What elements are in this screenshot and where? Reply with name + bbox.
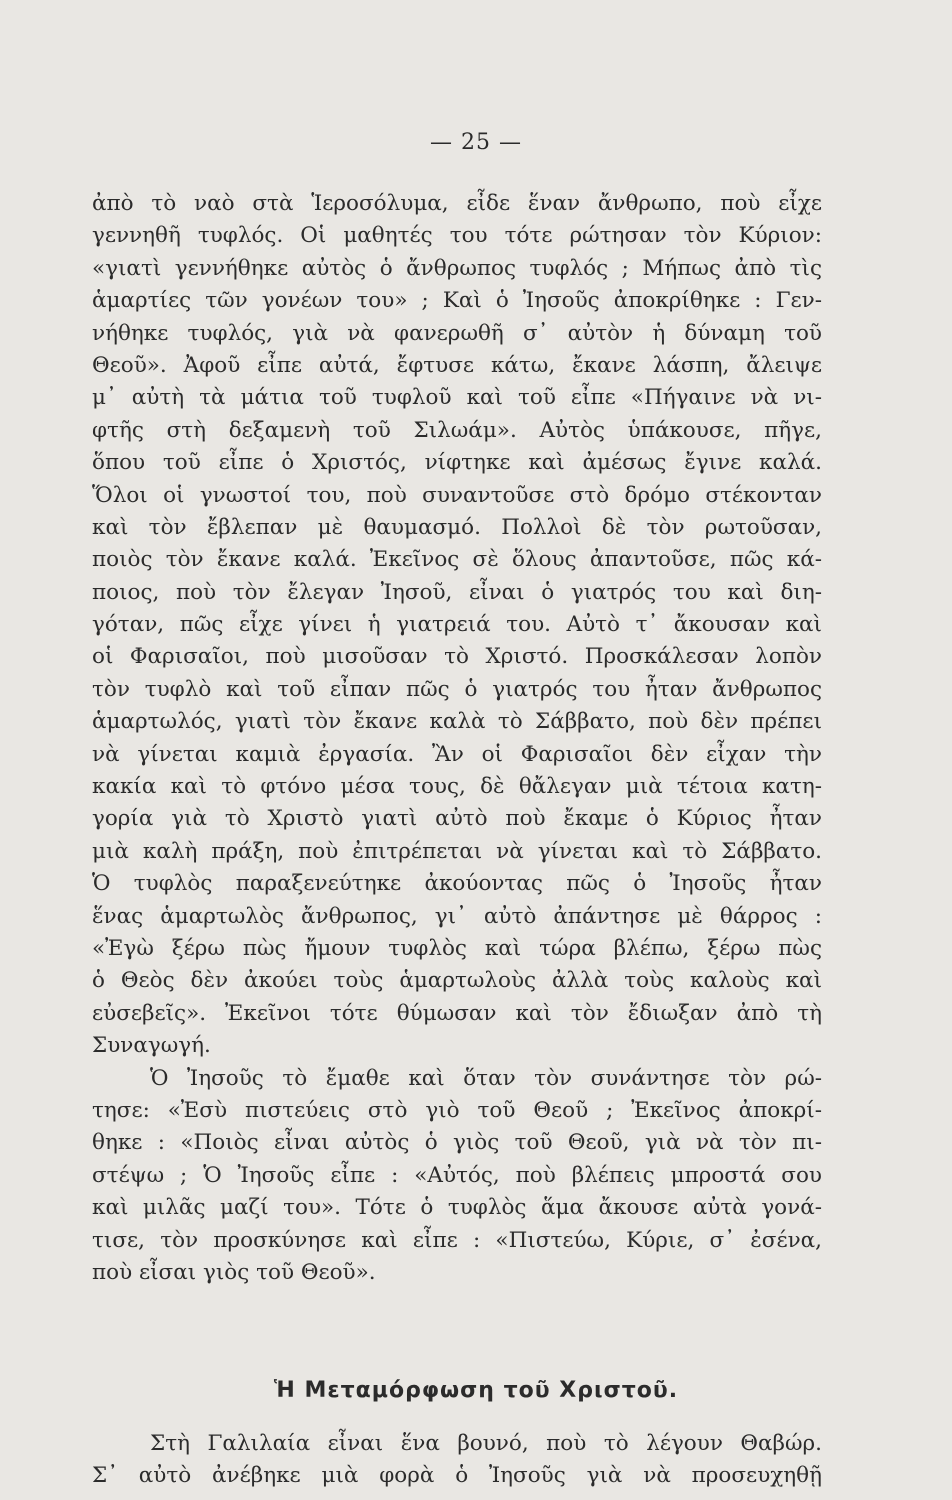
text-line: γορία γιὰ τὸ Χριστὸ γιατὶ αὐτὸ ποὺ ἔκαμε ὁ Κύριος ἦταν — [92, 806, 822, 832]
text-line: νὰ γίνεται καμιὰ ἐργασία. Ἂν οἱ Φαρισαῖοι δὲν εἶχαν τὴν — [92, 741, 822, 767]
text-line: ὅπου τοῦ εἶπε ὁ Χριστός, νίφτηκε καὶ ἀμέσως ἔγινε καλά. — [92, 450, 822, 476]
text-line: μ᾿ αὐτὴ τὰ μάτια τοῦ τυφλοῦ καὶ τοῦ εἶπε «Πήγαινε νὰ νι- — [92, 385, 822, 411]
text-line: τησε: «Ἐσὺ πιστεύεις στὸ γιὸ τοῦ Θεοῦ ; Ἐκεῖνος ἀποκρί- — [92, 1097, 822, 1123]
section-heading: Ἡ Μεταμόρφωση τοῦ Χριστοῦ. — [273, 1378, 679, 1403]
text-line: Ὁ Ἰησοῦς τὸ ἔμαθε καὶ ὅταν τὸν συνάντησε τὸν ρώ- — [150, 1065, 822, 1091]
text-line: Ὁ τυφλὸς παραξενεύτηκε ἀκούοντας πῶς ὁ Ἰησοῦς ἦταν — [92, 871, 822, 897]
text-line: ἁμαρτίες τῶν γονέων του» ; Καὶ ὁ Ἰησοῦς ἀποκρίθηκε : Γεν- — [92, 288, 822, 314]
text-line: Ὅλοι οἱ γνωστοί του, ποὺ συναντοῦσε στὸ δρόμο στέκονταν — [92, 482, 822, 508]
text-line: γεννηθῆ τυφλός. Οἱ μαθητές του τότε ρώτησαν τὸν Κύριον: — [92, 223, 822, 249]
text-line: εὐσεβεῖς». Ἐκεῖνοι τότε θύμωσαν καὶ τὸν ἔδιωξαν ἀπὸ τὴ — [92, 1000, 822, 1026]
text-line: νήθηκε τυφλός, γιὰ νὰ φανερωθῆ σ᾿ αὐτὸν ἡ δύναμη τοῦ — [92, 320, 822, 346]
text-line: τὸν τυφλὸ καὶ τοῦ εἶπαν πῶς ὁ γιατρός του ἦταν ἄνθρωπος — [92, 676, 822, 702]
text-line: «γιατὶ γεννήθηκε αὐτὸς ὁ ἄνθρωπος τυφλός ; Μήπως ἀπὸ τὶς — [92, 255, 822, 281]
text-line: Θεοῦ». Ἀφοῦ εἶπε αὐτά, ἔφτυσε κάτω, ἔκανε λάσπη, ἄλειψε — [92, 352, 822, 378]
text-line: καὶ τὸν ἔβλεπαν μὲ θαυμασμό. Πολλοὶ δὲ τὸν ρωτοῦσαν, — [92, 514, 822, 540]
main-text — [92, 188, 822, 1289]
text-line: ἕνας ἁμαρτωλὸς ἄνθρωπος, γι᾿ αὐτὸ ἀπάντησε μὲ θάρρος : — [92, 903, 822, 929]
text-line: ποιὸς τὸν ἔκανε καλά. Ἐκεῖνος σὲ ὅλους ἀπαντοῦσε, πῶς κά- — [92, 547, 822, 573]
text-line: Στὴ Γαλιλαία εἶναι ἕνα βουνό, ποὺ τὸ λέγουν Θαβώρ. — [150, 1431, 822, 1456]
text-line: φτῆς στὴ δεξαμενὴ τοῦ Σιλωάμ». Αὐτὸς ὑπάκουσε, πῆγε, — [92, 417, 822, 443]
text-line: «Ἐγὼ ξέρω πὼς ἤμουν τυφλὸς καὶ τώρα βλέπω, ξέρω πὼς — [92, 935, 822, 961]
text-line: καὶ μιλᾶς μαζί του». Τότε ὁ τυφλὸς ἅμα ἄκουσε αὐτὰ γονά- — [92, 1195, 822, 1221]
text-line: κακία καὶ τὸ φτόνο μέσα τους, δὲ θἄλεγαν μιὰ τέτοια κατη- — [92, 774, 822, 800]
text-line: τισε, τὸν προσκύνησε καὶ εἶπε : «Πιστεύω, Κύριε, σ᾿ ἐσένα, — [92, 1227, 822, 1253]
text-line: ποὺ εἶσαι γιὸς τοῦ Θεοῦ». — [92, 1259, 376, 1285]
text-line: Σ᾿ αὐτὸ ἀνέβηκε μιὰ φορὰ ὁ Ἰησοῦς γιὰ νὰ προσευχηθῇ — [92, 1463, 822, 1489]
text-line: οἱ Φαρισαῖοι, ποὺ μισοῦσαν τὸ Χριστό. Προσκάλεσαν λοπὸν — [92, 644, 822, 670]
text-line: μιὰ καλὴ πράξη, ποὺ ἐπιτρέπεται νὰ γίνεται καὶ τὸ Σάββατο. — [92, 838, 822, 864]
text-line: στέψω ; Ὁ Ἰησοῦς εἶπε : «Αὐτός, ποὺ βλέπεις μπροστά σου — [92, 1162, 822, 1188]
text-line: ὁ Θεὸς δὲν ἀκούει τοὺς ἁμαρτωλοὺς ἀλλὰ τοὺς καλοὺς καὶ — [92, 968, 822, 994]
text-line: ἀπὸ τὸ ναὸ στὰ Ἱεροσόλυμα, εἶδε ἕναν ἄνθρωπο, ποὺ εἶχε — [92, 191, 822, 216]
text-line: Συναγωγή. — [92, 1033, 211, 1059]
section-text — [92, 1428, 822, 1493]
text-line: ποιος, ποὺ τὸν ἔλεγαν Ἰησοῦ, εἶναι ὁ γιατρός του καὶ διη- — [92, 579, 822, 605]
page-number: — 25 — — [430, 130, 522, 155]
text-line: ἁμαρτωλός, γιατὶ τὸν ἔκανε καλὰ τὸ Σάββατο, ποὺ δὲν πρέπει — [92, 709, 822, 735]
text-line: θηκε : «Ποιὸς εἶναι αὐτὸς ὁ γιὸς τοῦ Θεοῦ, γιὰ νὰ τὸν πι- — [92, 1130, 822, 1156]
text-line: γόταν, πῶς εἶχε γίνει ἡ γιατρειά του. Αὐτὸ τ᾿ ἄκουσαν καὶ — [92, 612, 822, 638]
